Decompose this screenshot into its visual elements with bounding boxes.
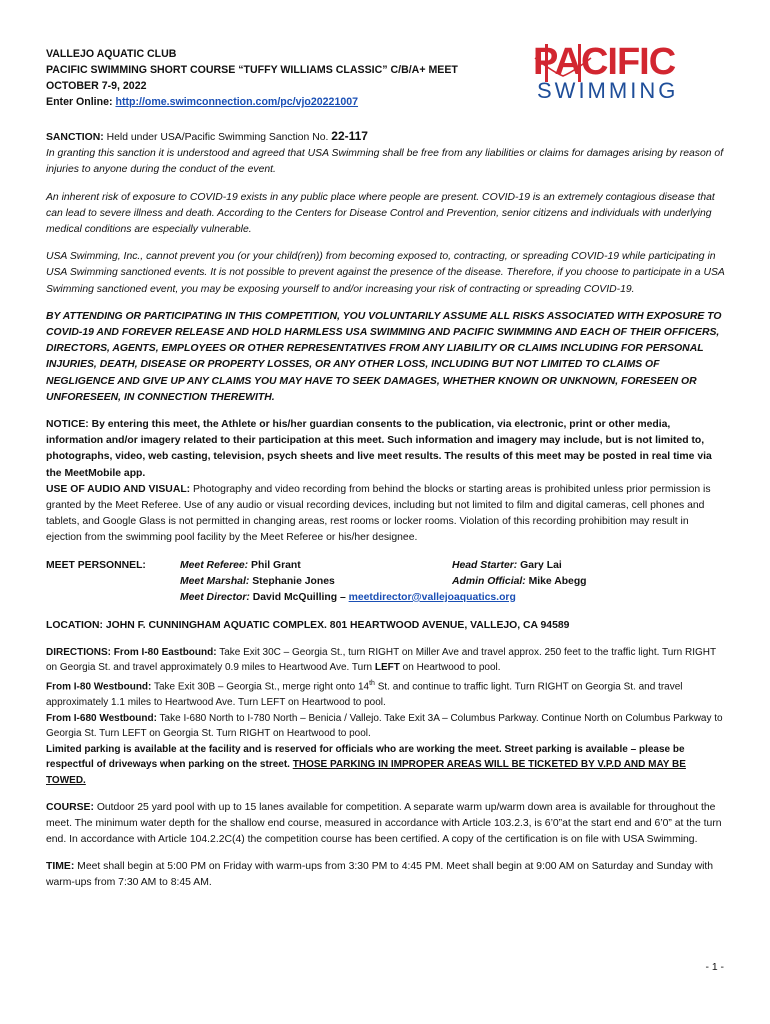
- covid-prevention-paragraph: USA Swimming, Inc., cannot prevent you (or your child(ren)) from becoming exposed to, contracting, or spreading COVID-19 while participating in USA Swimming sanctioned events. It is not possible to prevent against the presence of the disease. Therefore, if you choose to participate in a USA Swimming sanctioned event, you may be exposing yourself to and/or increasing your risk of contracting or spreading COVID-19.: [46, 251, 725, 295]
- pacific-swimming-logo: [533, 40, 723, 106]
- enter-online-label: Enter Online:: [46, 96, 113, 108]
- meet-director-email-link[interactable]: meetdirector@vallejoaquatics.org: [348, 591, 516, 603]
- sanction-number: 22-117: [331, 129, 368, 143]
- sanction-line: [46, 128, 726, 146]
- personnel-label: MEET PERSONNEL:: [46, 559, 146, 571]
- sanction-text: Held under USA/Pacific Swimming Sanction No.: [106, 132, 329, 143]
- covid-waiver: BY ATTENDING OR PARTICIPATING IN THIS COMPETITION, YOU VOLUNTARILY ASSUME ALL RISKS ASSOCIATED WITH EXPOSURE TO COVID-19 AND FOREVER RELEASE AND HOLD HARMLESS USA SWIMMING AND PACIFIC SWIMMING AND EACH OF THEIR OFFICERS, DIRECTORS, AGENTS, EMPLOYEES OR OTHER REPRESENTATIVES FROM ANY LIABILITY OR CLAIMS INCLUDING FOR PERSONAL INJURIES, DEATH, DISEASE OR PROPERTY LOSSES, OR ANY OTHER LOSS, INCLUDING BUT NOT LIMITED TO CLAIMS OF NEGLIGENCE AND GIVE UP ANY CLAIMS YOU MAY HAVE TO SEEK DAMAGES, WHETHER KNOWN OR UNKNOWN, FORESEEN OR UNFORESEEN, IN CONNECTION THEREWITH.: [46, 310, 722, 403]
- directions: [46, 645, 726, 789]
- referee: Meet Referee: Phil Grant: [180, 559, 301, 571]
- meet-dates: OCTOBER 7-9, 2022: [46, 80, 147, 92]
- audio-visual-label: USE OF AUDIO AND VISUAL:: [46, 483, 191, 495]
- course-paragraph: COURSE: Outdoor 25 yard pool with up to 15 lanes available for competition. A separate warm up/warm down area is available for throughout the meet. The minimum water depth for the shallow end course, measured in accordance with Article 103.2.3, is 6’0”at the start end and 6’0” at the turn end. In accordance with Article 104.2.2C(4) the competition course has been certified. A copy of the certification is on file with USA Swimming.: [46, 801, 722, 845]
- meet-marshal: Meet Marshal: Stephanie Jones: [180, 575, 335, 587]
- covid-risk-paragraph: An inherent risk of exposure to COVID-19 exists in any public place where people are present. COVID-19 is an extremely contagious disease that can lead to severe illness and death. According to the Centers for Disease Control and Prevention, senior citizens and individuals with underlying medical conditions are especially vulnerable.: [46, 191, 715, 236]
- club-name: VALLEJO AQUATIC CLUB: [46, 48, 177, 60]
- audio-visual-text: Photography and video recording from behind the blocks or starting areas is prohibited unless prior permission is granted by the Meet Referee. Use of any audio or visual recording devices, including but not limited to film and digital cameras, cell phones and tablets, and Google Glass is not permitted in changing areas, rest rooms or locker rooms. Violation of this recording prohibition may result in ejection from the swimming pool facility by the Meet Referee or his/her designee.: [46, 483, 711, 544]
- enter-online: [46, 94, 516, 110]
- sanction-label: SANCTION:: [46, 132, 104, 143]
- meet-title: PACIFIC SWIMMING SHORT COURSE “TUFFY WILLIAMS CLASSIC” C/B/A+ MEET: [46, 64, 458, 76]
- notice-paragraph: NOTICE: By entering this meet, the Athlete or his/her guardian consents to the publication, via electronic, print or other media, information and/or imagery related to their participation at this meet. Such information and imagery may include, but is not limited to, photographs, video, web casting, television, psych sheets and live meet results. The results of this meet may be posted in real time via the MeetMobile app.: [46, 419, 712, 479]
- sanction-liability: In granting this sanction it is understood and agreed that USA Swimming shall be free from any liabilities or claims for damages arising by reason of injuries to anyone during the conduct of the event.: [46, 148, 724, 176]
- directions-i680: From I-680 Westbound: Take I-680 North to I-780 North – Benicia / Vallejo. Take Exit 3A – Columbus Parkway. Continue North on Columbus Parkway to Georgia St. Turn LEFT on Georgia St. Turn RIGHT on Heartwood to pool.: [46, 712, 723, 740]
- time-paragraph: TIME: Meet shall begin at 5:00 PM on Friday with warm-ups from 3:30 PM to 4:45 PM. Meet shall begin at 9:00 AM on Saturday and Sunday with warm-ups from 7:30 AM to 8:45 AM.: [46, 861, 714, 889]
- logo-pacific-text: PACIFIC: [533, 41, 676, 83]
- logo-swimming-text: SWIMMING: [537, 78, 679, 103]
- head-starter: Head Starter: Gary Lai: [452, 559, 562, 571]
- meet-personnel: [46, 558, 726, 606]
- document-body: [46, 128, 726, 903]
- directions-westbound: From I-80 Westbound: Take Exit 30B – Georgia St., merge right onto 14th St. and continue to traffic light. Turn RIGHT on Georgia St. and travel approximately 1.1 miles to Heartwood Ave. Turn LEFT on Heartwood to pool.: [46, 680, 683, 708]
- parking-info: Limited parking is available at the facility and is reserved for officials who are working the meet. Street parking is available – please be respectful of driveways when parking on the street. THOSE PARKING IN IMPROPER AREAS WILL BE TICKETED BY V.P.D AND MAY BE TOWED.: [46, 743, 686, 786]
- audio-visual-paragraph: [46, 482, 726, 547]
- directions-eastbound: DIRECTIONS: From I-80 Eastbound: Take Exit 30C – Georgia St., turn RIGHT on Miller Ave and travel approx. 250 feet to the traffic light. Turn RIGHT on Georgia St. and travel approximately 0.9 miles to Heartwood Ave. Turn LEFT on Heartwood to pool.: [46, 646, 716, 674]
- location: LOCATION: JOHN F. CUNNINGHAM AQUATIC COMPLEX. 801 HEARTWOOD AVENUE, VALLEJO, CA 94589: [46, 619, 570, 631]
- enter-online-link[interactable]: http://ome.swimconnection.com/pc/vjo20221007: [115, 96, 359, 108]
- page-number: - 1 -: [705, 962, 724, 973]
- meet-header: [46, 46, 516, 110]
- admin-official: Admin Official: Mike Abegg: [452, 575, 587, 587]
- meet-director: Meet Director: David McQuilling – meetdirector@vallejoaquatics.org: [180, 591, 516, 603]
